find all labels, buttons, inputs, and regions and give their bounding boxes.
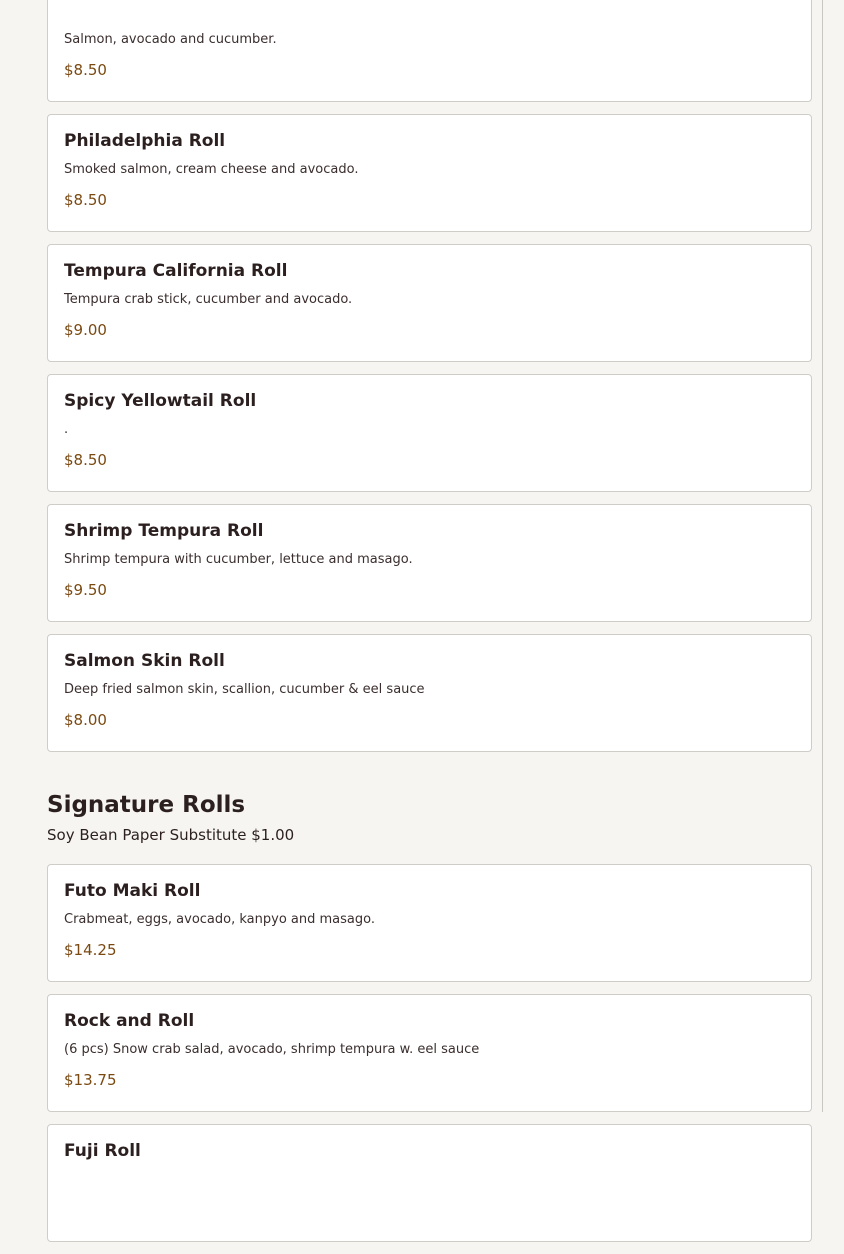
menu-item-card[interactable]: [47, 374, 812, 492]
menu-item-name: Philadelphia Roll: [64, 131, 226, 151]
menu-item-name: Salmon Skin Roll: [64, 651, 225, 671]
menu-item-description: (6 pcs) Snow crab salad, avocado, shrimp tempura w. eel sauce: [64, 1042, 480, 1057]
menu-item-price: $9.00: [64, 321, 107, 339]
menu-item-card[interactable]: [47, 994, 812, 1112]
menu-item-description: .: [64, 422, 69, 437]
menu-item-description: Shrimp tempura with cucumber, lettuce and masago.: [64, 552, 413, 567]
menu-item-description: Deep fried salmon skin, scallion, cucumber & eel sauce: [64, 682, 425, 697]
menu-item-card[interactable]: [47, 114, 812, 232]
menu-item-price: $14.25: [64, 941, 117, 959]
menu-item-description: Crabmeat, eggs, avocado, kanpyo and masago.: [64, 912, 375, 927]
menu-item-price: [64, 1200, 795, 1220]
menu-item-card[interactable]: [47, 1124, 812, 1242]
menu-item-card[interactable]: [47, 864, 812, 982]
menu-item-name: Rock and Roll: [64, 1011, 195, 1031]
section-note: Soy Bean Paper Substitute $1.00: [47, 826, 295, 844]
section-title: Signature Rolls: [47, 792, 246, 818]
menu-item-description: Smoked salmon, cream cheese and avocado.: [64, 162, 359, 177]
menu-item-price: $8.00: [64, 711, 107, 729]
menu-content: [47, 0, 812, 1254]
menu-item-name: Fuji Roll: [64, 1141, 141, 1161]
menu-item-name: [64, 0, 795, 23]
menu-item-name: Shrimp Tempura Roll: [64, 521, 264, 541]
menu-item-card[interactable]: [47, 244, 812, 362]
menu-item-price: $13.75: [64, 1071, 117, 1089]
menu-item-name: Futo Maki Roll: [64, 881, 201, 901]
page-divider: [822, 0, 823, 1112]
menu-item-card[interactable]: [47, 634, 812, 752]
menu-item-price: $8.50: [64, 61, 107, 79]
menu-item-card[interactable]: [47, 504, 812, 622]
menu-item-description: Salmon, avocado and cucumber.: [64, 32, 277, 47]
menu-item-name: Spicy Yellowtail Roll: [64, 391, 257, 411]
menu-item-description: Tempura crab stick, cucumber and avocado.: [64, 292, 353, 307]
menu-item-card[interactable]: [47, 0, 812, 102]
menu-item-price: $9.50: [64, 581, 107, 599]
menu-item-price: $8.50: [64, 191, 107, 209]
menu-item-name: Tempura California Roll: [64, 261, 288, 281]
menu-item-price: $8.50: [64, 451, 107, 469]
menu-item-description: [64, 1171, 795, 1189]
